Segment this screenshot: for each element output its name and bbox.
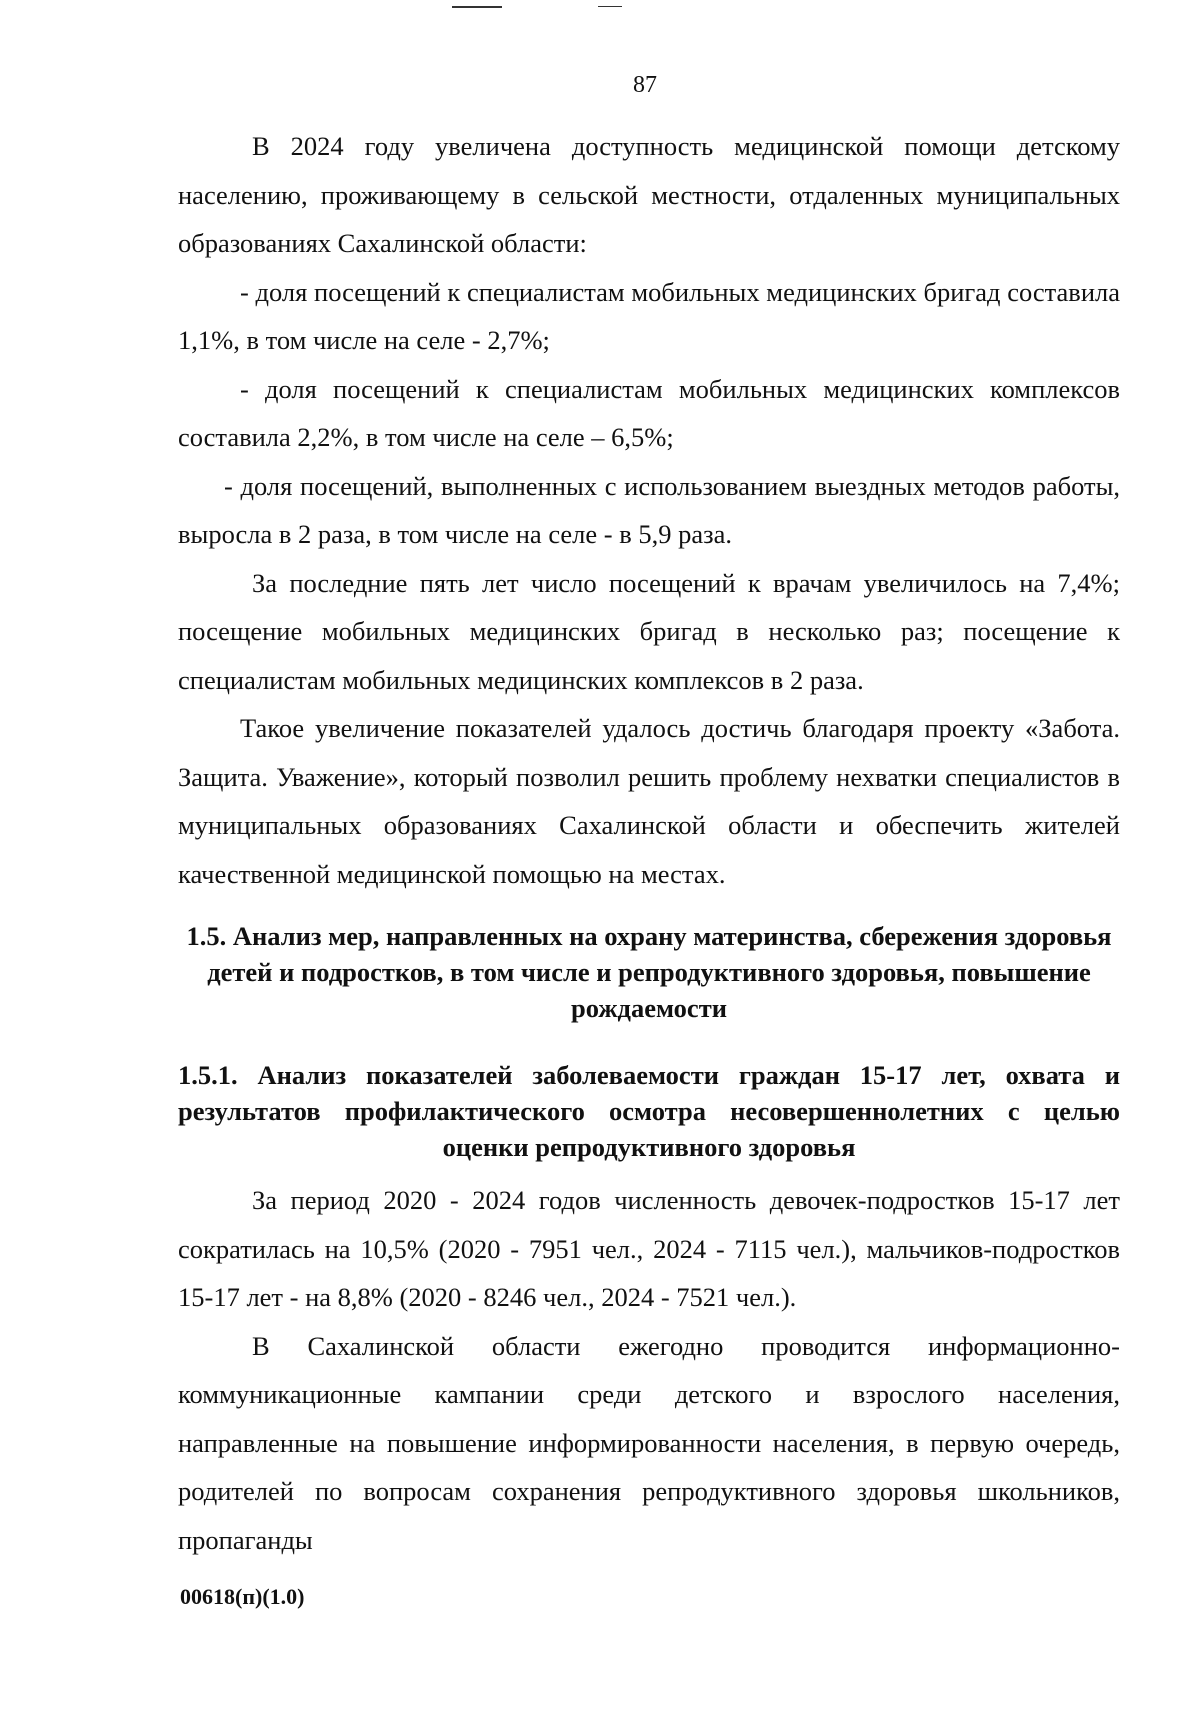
document-code: 00618(п)(1.0) — [180, 1584, 305, 1609]
list-item: - доля посещений, выполненных с использованием выездных методов работы, выросла в 2 раза, в том числе на селе - в 5,9 раза. — [178, 470, 1120, 549]
intro-section — [178, 122, 1120, 898]
list-item: - доля посещений к специалистам мобильных медицинских бригад составила 1,1%, в том числе на селе - 2,7%; — [178, 276, 1120, 355]
paragraph: За период 2020 - 2024 годов численность девочек-подростков 15-17 лет сократилась на 10,5% (2020 - 7951 чел., 2024 - 7115 чел.), мальчиков-подростков 15-17 лет - на 8,8% (2020 - 8246 чел., 2024 - 7521 чел.). — [178, 1185, 1120, 1312]
paragraph: В 2024 году увеличена доступность медицинской помощи детскому населению, проживающему в сельской местности, отдаленных муниципальных образованиях Сахалинской области: — [178, 131, 1120, 258]
paragraph: За последние пять лет число посещений к врачам увеличилось на 7,4%; посещение мобильных медицинских бригад в несколько раз; посещение к специалистам мобильных медицинских комплексов в 2 раза. — [178, 567, 1120, 695]
subsection-body — [178, 1176, 1120, 1564]
paragraph: В Сахалинской области ежегодно проводится информационно-коммуникационные кампании среди детского и взрослого населения, направленные на повышение информированности населения, в первую очередь, родителей по вопросам сохранения репродуктивного здоровья школьников, пропаганды — [178, 1330, 1120, 1555]
subsection-heading: 1.5.1. Анализ показателей заболеваемости граждан 15-17 лет, охвата и результатов профилактического осмотра несовершеннолетних с целью оценки репродуктивного здоровья — [178, 1060, 1120, 1162]
scan-artifact — [598, 6, 622, 7]
section-heading: 1.5. Анализ мер, направленных на охрану материнства, сбережения здоровья детей и подростков, в том числе и репродуктивного здоровья, повышение рождаемости — [186, 921, 1112, 1023]
list-item: - доля посещений к специалистам мобильных медицинских комплексов составила 2,2%, в том числе на селе – 6,5%; — [178, 373, 1120, 452]
scan-artifact — [452, 6, 502, 8]
page-number: 87 — [633, 72, 657, 98]
paragraph: Такое увеличение показателей удалось достичь благодаря проекту «Забота. Защита. Уважение», который позволил решить проблему нехватки специалистов в муниципальных образованиях Сахалинской области и обеспечить жителей качественной медицинской помощью на местах. — [178, 713, 1120, 889]
